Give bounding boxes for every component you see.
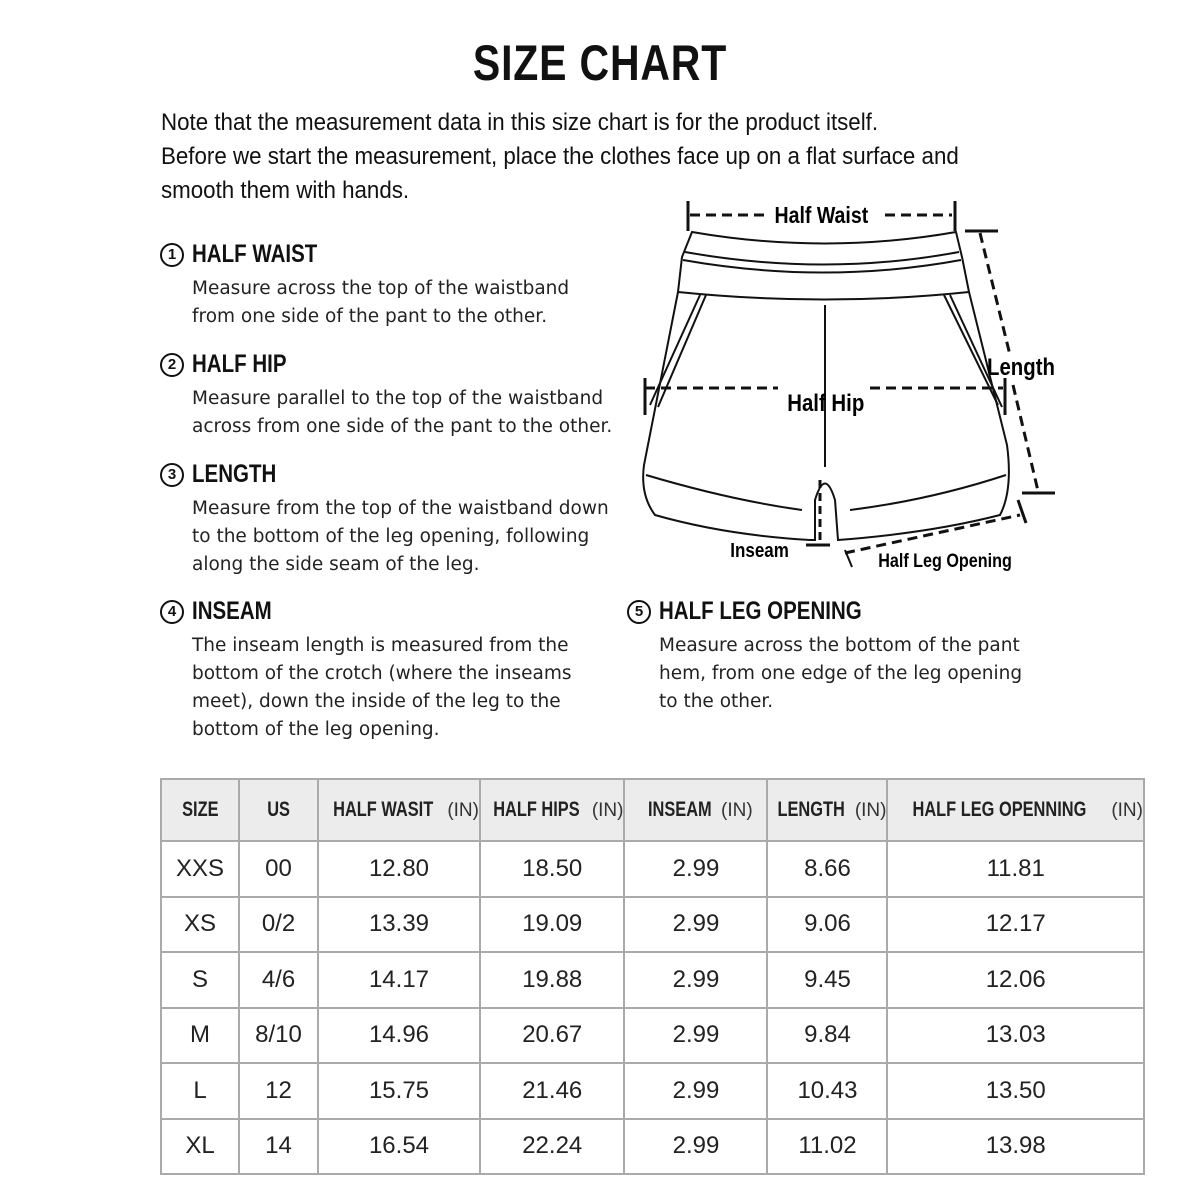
table-cell: 12.80 [318, 841, 480, 897]
table-cell: 11.02 [767, 1119, 887, 1175]
number-badge: 4 [160, 600, 184, 624]
label-half-hip: Half Hip [787, 389, 865, 417]
table-cell: 22.24 [480, 1119, 625, 1175]
number-badge: 3 [160, 463, 184, 487]
table-cell: 21.46 [480, 1063, 625, 1119]
header-label: HALF LEG OPENNING [912, 798, 1087, 821]
table-cell: XL [161, 1119, 239, 1175]
header-unit: (IN) [1111, 800, 1143, 821]
header-label: INSEAM [648, 798, 713, 821]
table-cell: XS [161, 897, 239, 953]
shorts-diagram [630, 195, 1060, 585]
table-cell: 19.88 [480, 952, 625, 1008]
column-header [480, 779, 625, 841]
section-title: LENGTH [192, 460, 277, 488]
section-heading [160, 460, 609, 489]
page-title [0, 34, 1200, 92]
table-cell: 0/2 [239, 897, 318, 953]
description-line: meet), down the inside of the leg to the [192, 691, 561, 712]
description-line: bottom of the crotch (where the inseams [192, 663, 572, 684]
description-line: Measure across the top of the waistband [192, 278, 570, 299]
table-cell: 13.39 [318, 897, 480, 953]
section-title: INSEAM [192, 597, 272, 625]
description-line: across from one side of the pant to the other. [192, 416, 613, 437]
label-half-waist: Half Waist [774, 202, 869, 229]
section-description [192, 495, 609, 579]
header-label: HALF WASIT [333, 798, 434, 821]
section-inseam [160, 597, 572, 744]
header-unit: (IN) [447, 800, 479, 821]
section-title: HALF LEG OPENING [659, 597, 862, 625]
description-line: Measure across the bottom of the pant [659, 635, 1020, 656]
section-title: HALF HIP [192, 350, 287, 378]
table-cell: 9.45 [767, 952, 887, 1008]
table-cell: 16.54 [318, 1119, 480, 1175]
section-description [192, 632, 572, 744]
table-cell: 13.03 [887, 1008, 1144, 1064]
table-cell: 2.99 [624, 1063, 767, 1119]
table-cell: 2.99 [624, 897, 767, 953]
table-cell: XXS [161, 841, 239, 897]
description-line: hem, from one edge of the leg opening [659, 663, 1023, 684]
table-cell: 12 [239, 1063, 318, 1119]
table-cell: 2.99 [624, 841, 767, 897]
table-cell: 13.50 [887, 1063, 1144, 1119]
description-line: along the side seam of the leg. [192, 554, 480, 575]
section-length [160, 460, 609, 579]
label-half-leg-opening: Half Leg Opening [878, 549, 1012, 572]
header-unit: (IN) [591, 800, 624, 821]
section-half-hip [160, 350, 612, 441]
number-badge: 1 [160, 243, 184, 267]
table-cell: 9.84 [767, 1008, 887, 1064]
table-cell: 9.06 [767, 897, 887, 953]
table-cell: 2.99 [624, 1119, 767, 1175]
table-cell: 4/6 [239, 952, 318, 1008]
section-heading [160, 597, 572, 626]
description-line: Measure from the top of the waistband down [192, 498, 609, 519]
intro-note [161, 106, 1019, 208]
header-unit: (IN) [721, 800, 753, 821]
table-cell: 12.06 [887, 952, 1144, 1008]
number-badge: 5 [627, 600, 651, 624]
description-line: from one side of the pant to the other. [192, 306, 548, 327]
column-header [239, 779, 318, 841]
table-cell: 18.50 [480, 841, 625, 897]
table-row [161, 897, 1144, 953]
column-header [161, 779, 239, 841]
table-cell: 19.09 [480, 897, 625, 953]
number-badge: 2 [160, 353, 184, 377]
table-row [161, 952, 1144, 1008]
section-title: HALF WAIST [192, 240, 318, 268]
table-cell: 14.96 [318, 1008, 480, 1064]
table-cell: 14 [239, 1119, 318, 1175]
header-label: HALF HIPS [493, 798, 580, 821]
description-line: bottom of the leg opening. [192, 719, 440, 740]
table-cell: 8/10 [239, 1008, 318, 1064]
table-cell: 12.17 [887, 897, 1144, 953]
column-header [767, 779, 887, 841]
section-heading [160, 350, 612, 379]
table-cell: M [161, 1008, 239, 1064]
header-label: LENGTH [777, 798, 846, 821]
table-cell: 2.99 [624, 1008, 767, 1064]
table-cell: 20.67 [480, 1008, 625, 1064]
header-unit: (IN) [854, 800, 887, 821]
section-half-waist [160, 240, 569, 331]
size-table [160, 778, 1145, 1175]
table-cell: 14.17 [318, 952, 480, 1008]
table-cell: S [161, 952, 239, 1008]
table-cell: 15.75 [318, 1063, 480, 1119]
table-row [161, 1008, 1144, 1064]
description-line: to the bottom of the leg opening, following [192, 526, 590, 547]
note-line: smooth them with hands. [161, 177, 410, 204]
table-cell: 10.43 [767, 1063, 887, 1119]
table-cell: 8.66 [767, 841, 887, 897]
label-length: Length [987, 353, 1055, 381]
section-description [192, 275, 569, 331]
table-cell: 11.81 [887, 841, 1144, 897]
table-row [161, 841, 1144, 897]
table-cell: 00 [239, 841, 318, 897]
header-label: SIZE [181, 798, 219, 821]
section-heading [160, 240, 569, 269]
table-cell: 2.99 [624, 952, 767, 1008]
description-line: to the other. [659, 691, 774, 712]
note-line: Before we start the measurement, place the clothes face up on a flat surface and [161, 143, 959, 170]
table-header-row [161, 779, 1144, 841]
column-header [887, 779, 1144, 841]
column-header [318, 779, 480, 841]
section-half-leg-opening [627, 597, 1022, 716]
table-row [161, 1119, 1144, 1175]
description-line: Measure parallel to the top of the waistband [192, 388, 604, 409]
description-line: The inseam length is measured from the [192, 635, 569, 656]
note-line: Note that the measurement data in this size chart is for the product itself. [161, 109, 879, 136]
table-cell: 13.98 [887, 1119, 1144, 1175]
header-label: US [267, 798, 290, 821]
section-description [659, 632, 1022, 716]
table-row [161, 1063, 1144, 1119]
column-header [624, 779, 767, 841]
label-inseam: Inseam [730, 538, 789, 562]
table-cell: L [161, 1063, 239, 1119]
title-text: SIZE CHART [472, 35, 728, 91]
section-description [192, 385, 612, 441]
section-heading [627, 597, 1022, 626]
